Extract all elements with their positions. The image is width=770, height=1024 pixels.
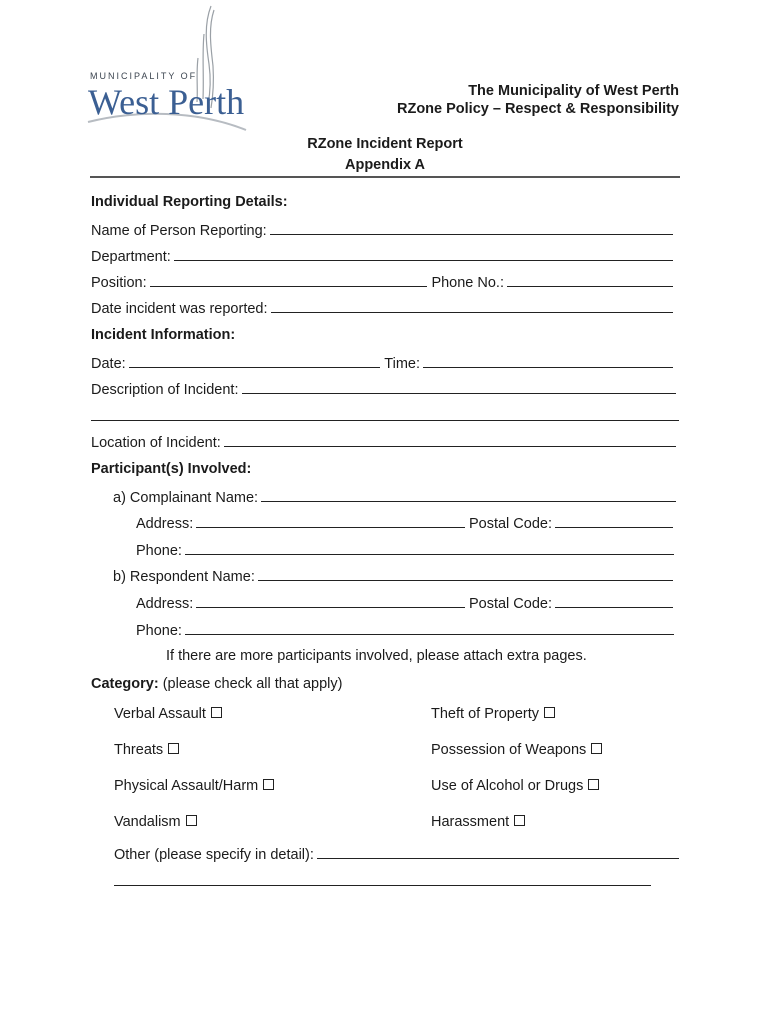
incident-time-label: Time: [384, 356, 420, 372]
category-heading-row [91, 676, 342, 692]
respondent-name-row [113, 567, 673, 585]
category-theft-of-property[interactable] [431, 706, 555, 722]
other-category-field[interactable] [317, 845, 679, 859]
location-label: Location of Incident: [91, 435, 221, 451]
complainant-phone-field[interactable] [185, 541, 674, 555]
checkbox[interactable] [211, 707, 222, 718]
date-reported-row [91, 299, 673, 317]
category-label: Verbal Assault [114, 706, 206, 722]
department-label: Department: [91, 249, 171, 265]
reporter-name-row [91, 221, 673, 239]
position-label: Position: [91, 275, 147, 291]
west-perth-logo [86, 4, 256, 140]
complainant-name-row [113, 488, 676, 506]
checkbox[interactable] [588, 779, 599, 790]
section-incident-heading: Incident Information: [91, 327, 236, 343]
checkbox[interactable] [514, 815, 525, 826]
department-row [91, 247, 673, 265]
section-reporting-heading: Individual Reporting Details: [91, 194, 288, 210]
department-field[interactable] [174, 247, 673, 261]
incident-date-label: Date: [91, 356, 126, 372]
respondent-address-label: Address: [136, 596, 194, 612]
form-subtitle: Appendix A [344, 157, 426, 173]
checkbox[interactable] [544, 707, 555, 718]
complainant-postal-label: Postal Code: [468, 516, 552, 532]
location-field[interactable] [224, 433, 676, 447]
other-category-continued-row [114, 872, 651, 890]
position-row [91, 273, 673, 291]
form-title: RZone Incident Report [307, 136, 463, 152]
description-row [91, 380, 676, 398]
category-label: Harassment [431, 814, 510, 830]
description-field-line2[interactable] [91, 407, 679, 421]
reporter-name-label: Name of Person Reporting: [91, 223, 267, 239]
complainant-name-field[interactable] [261, 488, 676, 502]
date-reported-field[interactable] [271, 299, 673, 313]
incident-date-field[interactable] [129, 354, 381, 368]
category-possession-of-weapons[interactable] [431, 742, 602, 758]
description-continued-row [91, 407, 679, 425]
respondent-address-row [136, 594, 673, 612]
checkbox[interactable] [591, 743, 602, 754]
incident-time-field[interactable] [423, 354, 673, 368]
category-label: Threats [114, 742, 164, 758]
other-category-field-line2[interactable] [114, 872, 651, 886]
respondent-phone-label: Phone: [136, 623, 182, 639]
category-verbal-assault[interactable] [114, 706, 222, 722]
checkbox[interactable] [186, 815, 197, 826]
respondent-phone-field[interactable] [185, 621, 674, 635]
header-policy: RZone Policy – Respect & Responsibility [396, 101, 679, 117]
other-category-label: Other (please specify in detail): [114, 847, 314, 863]
complainant-phone-label: Phone: [136, 543, 182, 559]
checkbox[interactable] [168, 743, 179, 754]
complainant-name-label: a) Complainant Name: [113, 490, 259, 506]
svg-text:MUNICIPALITY OF: MUNICIPALITY OF [90, 71, 198, 81]
reporter-phone-label: Phone No.: [431, 275, 504, 291]
header-divider [90, 176, 680, 178]
incident-date-time-row [91, 354, 673, 372]
category-label: Vandalism [114, 814, 181, 830]
category-physical-assault[interactable] [114, 778, 274, 794]
category-label: Possession of Weapons [431, 742, 587, 758]
complainant-address-row [136, 514, 673, 532]
extra-participants-note: If there are more participants involved, please attach extra pages. [166, 648, 587, 664]
complainant-address-label: Address: [136, 516, 194, 532]
date-reported-label: Date incident was reported: [91, 301, 268, 317]
position-field[interactable] [150, 273, 428, 287]
category-instruction: (please check all that apply) [158, 676, 343, 692]
respondent-postal-label: Postal Code: [468, 596, 552, 612]
category-alcohol-or-drugs[interactable] [431, 778, 599, 794]
respondent-address-field[interactable] [196, 594, 465, 608]
description-field[interactable] [242, 380, 677, 394]
category-vandalism[interactable] [114, 814, 197, 830]
category-label: Physical Assault/Harm [114, 778, 259, 794]
checkbox[interactable] [263, 779, 274, 790]
complainant-postal-field[interactable] [555, 514, 673, 528]
section-participants-heading: Participant(s) Involved: [91, 461, 252, 477]
category-harassment[interactable] [431, 814, 525, 830]
location-row [91, 433, 676, 451]
reporter-phone-field[interactable] [507, 273, 673, 287]
reporter-name-field[interactable] [270, 221, 673, 235]
category-label: Theft of Property [431, 706, 539, 722]
complainant-phone-row [136, 541, 674, 559]
header-municipality: The Municipality of West Perth [468, 83, 679, 99]
respondent-postal-field[interactable] [555, 594, 673, 608]
category-label: Use of Alcohol or Drugs [431, 778, 584, 794]
respondent-name-label: b) Respondent Name: [113, 569, 255, 585]
category-heading: Category: [91, 676, 159, 692]
respondent-phone-row [136, 621, 674, 639]
category-threats[interactable] [114, 742, 179, 758]
svg-text:West Perth: West Perth [88, 82, 245, 122]
description-label: Description of Incident: [91, 382, 239, 398]
other-category-row [114, 845, 679, 863]
complainant-address-field[interactable] [196, 514, 465, 528]
respondent-name-field[interactable] [258, 567, 673, 581]
